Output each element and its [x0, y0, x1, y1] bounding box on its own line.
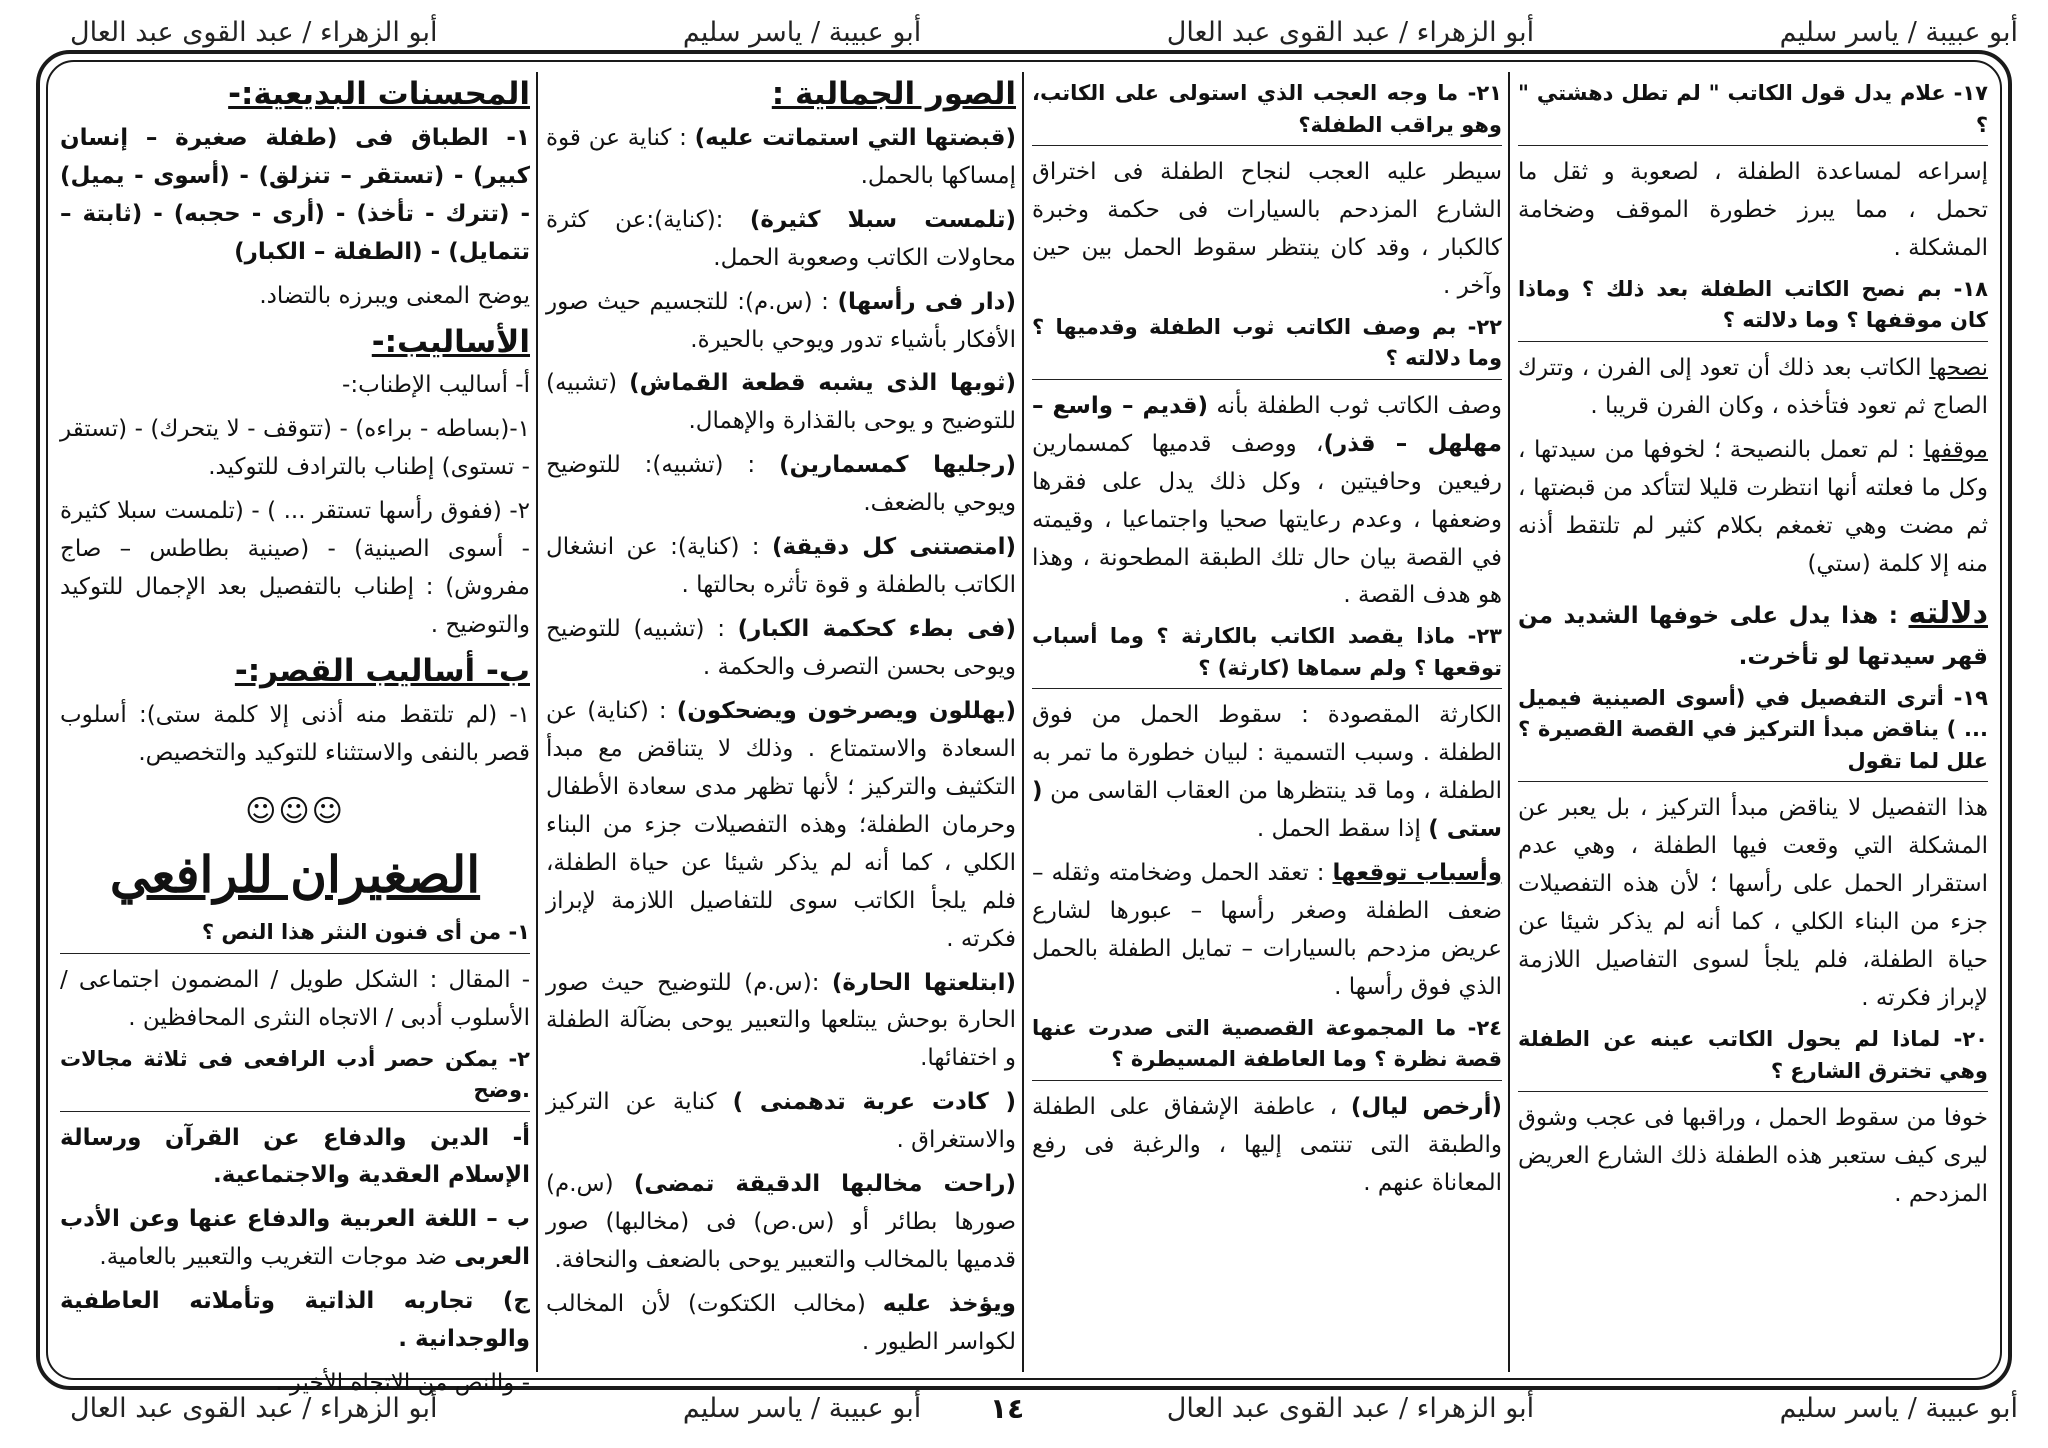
elaboration-2: ٢- (ففوق رأسها تستقر ... ) - (تلمست سبلا كثيرة - أسوى الصينية) - (صينية بطاطس – صاج مفروش) : إطناب بالتفصيل بعد الإجمال للتوكيد والتوضيح .: [60, 498, 530, 638]
rhetorical-image-item: [546, 120, 1016, 196]
answer-23-end: إذا سقط الحمل .: [1256, 816, 1429, 843]
image-explanation: (تشبيه) للتوضيح و يوحى بالقذارة والإهمال.: [546, 370, 1016, 435]
rhetorical-image-item: [546, 529, 1016, 605]
sitti-word: ( ستى ): [1032, 778, 1502, 843]
section-heading-restriction: ب- أساليب القصر:-: [234, 652, 530, 689]
page-header: [70, 12, 2018, 52]
page-footer: [70, 1388, 2018, 1428]
column-devices-and-lesson: [60, 74, 530, 1397]
answer-20: خوفا من سقوط الحمل ، وراقبها فى عجب وشوق ليرى كيف ستعبر هذه الطفلة ذلك الشارع العريض المزدحم .: [1518, 1105, 1988, 1207]
reasons-text: : تعقد الحمل وضخامته وثقله – ضعف الطفلة وصغر رأسها – عبورها لشارع عريض مزدحم بالسيارات – تمايل الطفلة بالحمل الذي فوق رأسها .: [1032, 860, 1502, 1000]
lesson-answer-1: - المقال : الشكل طويل / المضمون اجتماعى / الأسلوب أدبى / الاتجاه النثرى المحافظين .: [60, 966, 530, 1031]
rhetorical-image-item: [546, 447, 1016, 523]
answer-18-advice: [1518, 350, 1988, 426]
question-23: ٢٣- ماذا يقصد الكاتب بالكارثة ؟ وما أسباب توقعها ؟ ولم سماها (كارثة) ؟: [1032, 621, 1502, 689]
rhetorical-image-item: [546, 284, 1016, 360]
stance-label: موقفها: [1923, 436, 1988, 463]
answer-18-stance: [1518, 432, 1988, 584]
arabic-language-rest: ضد موجات التغريب والتعبير بالعامية.: [99, 1244, 455, 1271]
header-item-4: أبو الزهراء / عبد القوى عبد العال: [70, 16, 438, 48]
rhetorical-image-item: [546, 202, 1016, 278]
image-phrase: (فى بطء كحكمة الكبار): [737, 616, 1016, 643]
image-explanation: : كناية عن قوة إمساكها بالحمل.: [546, 124, 1016, 189]
column-divider: [1022, 72, 1024, 1372]
antithesis-list: ١- الطباق فى (طفلة صغيرة – إنسان كبير) - (تستقر – تنزلق) - (أسوى - يميل) - (تترك - تأخذ) - (أرى - حجبه) - (ثابتة – تتمايل) - (الطفلة – الكبار): [60, 124, 530, 265]
image-phrase: ويؤخذ عليه: [882, 1291, 1016, 1318]
significance-label: دلالته: [1908, 596, 1988, 632]
rhetorical-image-item: [546, 365, 1016, 441]
image-phrase: (امتصتنى كل دقيقة): [771, 534, 1016, 561]
section-heading-styles: الأساليب:-: [371, 323, 530, 360]
lesson-answer-2b: [60, 1201, 530, 1277]
question-19: ١٩- أترى التفصيل في (أسوى الصينية فيميل ... ) يناقض مبدأ التركيز في القصة القصيرة ؟ علل لما تقول: [1518, 683, 1988, 783]
elaboration-title: أ- أساليب الإطناب:-: [342, 372, 530, 399]
image-explanation: : (كناية) عن السعادة والاستمتاع . وذلك لا يتناقض مع مبدأ التكثيف والتركيز ؛ لأنها تظهر مدى سعادة الأطفال وحرمان الطفلة؛ وهذه التفصيلات جزء من البناء الكلي ، كما أنه لم يذكر شيئا عن حياة الطفلة، فلم يلجأ الكاتب سوى للتفاصيل اللازمة لإبراز فكرته .: [546, 697, 1016, 952]
answer-22: [1032, 388, 1502, 616]
footer-item-1: أبو عبيبة / ياسر سليم: [1779, 1392, 2018, 1424]
image-phrase: (دار فى رأسها): [837, 288, 1016, 315]
answer-18-significance: [1518, 589, 1988, 676]
image-explanation: (مخالب الكتكوت) لأن المخالب لكواسر الطيور .: [546, 1291, 1016, 1355]
stance-text: : لم تعمل بالنصيحة ؛ لخوفها من سيدتها ، وكل ما فعلته أنها انتظرت قليلا لتتأكد من قبضتها ، ثم مضت وهي تغمغم بكلام كثير لم تلتقط أذنه منه إلا كلمة (ستي): [1518, 436, 1988, 577]
image-phrase: (تلمست سبلا كثيرة): [749, 206, 1016, 233]
antithesis-note: يوضح المعنى ويبرزه بالتضاد.: [259, 282, 530, 309]
dress-description: (قديم – واسع – مهلهل – قذر): [1032, 392, 1503, 457]
question-24: ٢٤- ما المجموعة القصصية التى صدرت عنها قصة نظرة ؟ وما العاطفة المسيطرة ؟: [1032, 1013, 1502, 1081]
image-explanation: : (س.م): للتجسيم حيث صور الأفكار بأشياء تدور ويوحي بالحيرة.: [546, 288, 1016, 353]
question-17: ١٧- علام يدل قول الكاتب " لم تطل دهشتي " ؟: [1518, 78, 1988, 146]
footer-item-2: أبو الزهراء / عبد القوى عبد العال: [1166, 1392, 1535, 1424]
image-phrase: ( كادت عربة تدهمنى ): [732, 1089, 1017, 1116]
header-item-2: أبو الزهراء / عبد القوى عبد العال: [1166, 16, 1535, 48]
column-questions-17-20: [1518, 74, 1988, 1370]
rhetorical-image-item: [546, 1166, 1016, 1280]
advice-text: الكاتب بعد ذلك أن تعود إلى الفرن ، وتترك الصاج ثم تعود فتأخذه ، وكان الفرن قريبا .: [1518, 354, 1988, 419]
footer-item-3: أبو عبيبة / ياسر سليم: [682, 1392, 922, 1424]
column-divider: [536, 72, 538, 1372]
rhetorical-image-item: [546, 965, 1016, 1079]
column-divider: [1508, 72, 1510, 1372]
answer-17: إسراعه لمساعدة الطفلة ، لصعوبة و ثقل ما تحمل ، مما يبرز خطورة الموقف وضخامة المشكلة .: [1518, 159, 1988, 261]
rhetorical-images-list: [546, 120, 1016, 1362]
image-phrase: (يهللون ويصرخون ويضحكون): [676, 697, 1016, 724]
header-item-3: أبو عبيبة / ياسر سليم: [682, 16, 922, 48]
section-heading-images: الصور الجمالية :: [771, 76, 1016, 112]
image-explanation: : (تشبيه) للتوضيح ويوحى بحسن التصرف والحكمة .: [546, 616, 1016, 681]
image-explanation: :(س.م) للتوضيح حيث صور الحارة بوحش يبتلعها والتعبير يوحى بضآلة الطفلة و اختفائها.: [546, 969, 1016, 1072]
lesson-answer-2c: ج) تجاربه الذاتية وتأملاته العاطفية والوجدانية .: [60, 1288, 530, 1353]
significance-text: : هذا يدل على خوفها الشديد من قهر سيدتها لو تأخرت.: [1518, 603, 1988, 670]
answer-23-reasons: [1032, 855, 1502, 1007]
question-21: ٢١- ما وجه العجب الذي استولى على الكاتب، وهو يراقب الطفلة؟: [1032, 78, 1502, 146]
header-item-1: أبو عبيبة / ياسر سليم: [1779, 16, 2018, 48]
smiley-icons: ☺☺☺: [245, 793, 345, 829]
rhetorical-image-item: [546, 1286, 1016, 1362]
answer-22-intro: وصف الكاتب ثوب الطفلة بأنه: [1208, 392, 1502, 419]
reasons-label: وأسباب توقعها: [1332, 860, 1502, 887]
advice-label: نصحها: [1929, 354, 1988, 381]
question-22: ٢٢- بم وصف الكاتب ثوب الطفلة وقدميها ؟ وما دلالته ؟: [1032, 312, 1502, 380]
lesson-title: الصغيران للرافعي: [109, 845, 481, 905]
answer-24: [1032, 1089, 1502, 1203]
arabic-language-point: ب – اللغة العربية والدفاع عنها وعن الأدب العربى: [60, 1206, 530, 1271]
footer-item-4: أبو الزهراء / عبد القوى عبد العال: [70, 1392, 438, 1424]
image-explanation: : (كناية): عن انشغال الكاتب بالطفلة و قوة تأثره بحالتها .: [546, 534, 1016, 599]
rhetorical-image-item: [546, 1084, 1016, 1160]
page-number: ١٤: [990, 1392, 1025, 1425]
answer-21: سيطر عليه العجب لنجاح الطفلة فى اختراق الشارع المزدحم بالسيارات فى حكمة وخبرة كالكبار ، وقد كان ينتظر سقوط الحمل بين حين وآخر .: [1032, 159, 1502, 299]
image-phrase: (ابتلعتها الحارة): [831, 969, 1016, 996]
question-20: ٢٠- لماذا لم يحول الكاتب عينه عن الطفلة وهي تخترق الشارع ؟: [1518, 1024, 1988, 1092]
question-18: ١٨- بم نصح الكاتب الطفلة بعد ذلك ؟ وماذا كان موقفها ؟ وما دلالته ؟: [1518, 274, 1988, 342]
image-explanation: :(كناية):عن كثرة محاولات الكاتب وصعوبة الحمل.: [546, 206, 1016, 271]
image-explanation: كناية عن التركيز والاستغراق .: [546, 1089, 1016, 1154]
answer-24-text: ، عاطفة الإشفاق على الطفلة والطبقة التى تنتمى إليها ، والرغبة فى رفع المعاناة عنهم .: [1032, 1093, 1502, 1196]
answer-23-text: الكارثة المقصودة : سقوط الحمل من فوق الطفلة . وسبب التسمية : لبيان خطورة ما تمر به الطفلة ، وما قد ينتظرها من العقاب القاسى من: [1032, 702, 1502, 805]
answer-23: [1032, 697, 1502, 849]
lesson-question-2: ٢- يمكن حصر أدب الرافعى فى ثلاثة مجالات .وضح: [60, 1044, 530, 1112]
section-heading-embellishments: المحسنات البديعية:-: [228, 76, 530, 112]
image-explanation: (س.م) صورها بطائر أو (س.ص) فى (مخالبها) صور قدميها بالمخالب والتعبير يوحى بالضعف والنحافة.: [546, 1171, 1016, 1274]
answer-19: هذا التفصيل لا يناقض مبدأ التركيز ، بل يعبر عن المشكلة التي وقعت فيها الطفلة ، وهي عدم استقرار الحمل على رأسها ؛ لأن هذه التفصيلات جزء من البناء الكلي ، كما أنه لم يذكر شيئا عن حياة الطفلة، فلم يلجأ لسوى التفاصيل اللازمة لإبراز فكرته .: [1518, 795, 1988, 1012]
elaboration-1: ١-(بساطه - براءه) - (تتوقف - لا يتحرك) - (تستقر - تستوى) إطناب بالترادف للتوكيد.: [60, 416, 530, 481]
lesson-answer-2d: - والنص من الاتجاه الأخير .: [275, 1370, 530, 1397]
rhetorical-image-item: [546, 611, 1016, 687]
restriction-item: ١- (لم تلتقط منه أذنى إلا كلمة ستى): أسلوب قصر بالنفى والاستثناء للتوكيد والتخصيص.: [60, 701, 530, 766]
answer-22-rest: ، ووصف قدميها كمسمارين رفيعين وحافيتين ، وكل ذلك يدل على فقرها وضعفها ، وعدم رعايتها صحيا واجتماعيا ، وقيمته في القصة بيان حال تلك الطبقة المطحونة ، وهذا هو هدف القصة .: [1032, 430, 1502, 609]
column-rhetorical-images: [546, 74, 1016, 1370]
rhetorical-image-item: [546, 693, 1016, 959]
image-phrase: (راحت مخالبها الدقيقة تمضى): [633, 1171, 1017, 1198]
collection-title: (أرخص ليال): [1350, 1093, 1502, 1120]
image-explanation: : (تشبيه): للتوضيح ويوحي بالضعف.: [546, 452, 1016, 517]
column-questions-21-24: [1032, 74, 1502, 1370]
image-phrase: (قبضتها التي استماتت عليه): [694, 124, 1016, 151]
image-phrase: (رجليها كمسمارين): [779, 452, 1016, 479]
lesson-question-1: ١- من أى فنون النثر هذا النص ؟: [60, 917, 530, 954]
content-frame: [36, 50, 2012, 1397]
lesson-answer-2a: أ- الدين والدفاع عن القرآن ورسالة الإسلام العقدية والاجتماعية.: [60, 1124, 530, 1189]
image-phrase: (ثوبها الذى يشبه قطعة القماش): [629, 370, 1016, 397]
